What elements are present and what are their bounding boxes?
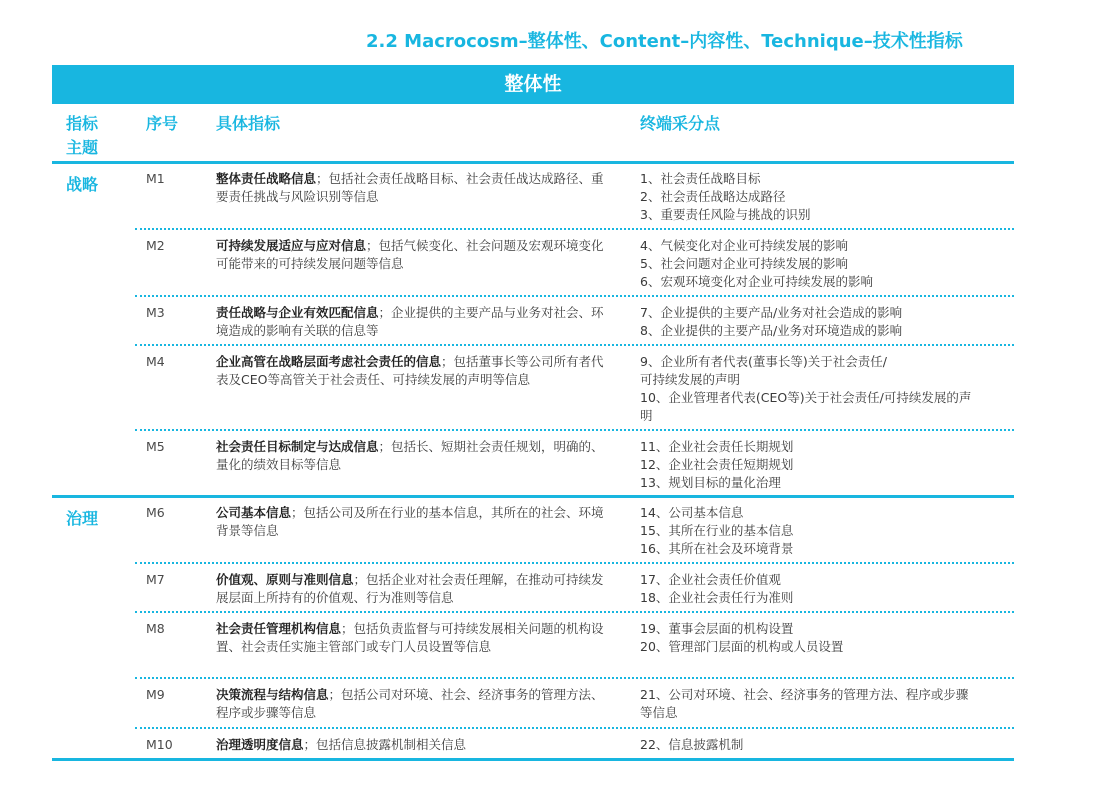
row-code: M9	[146, 687, 165, 702]
row-text: ；包括公司及所在行业的基本信息，其所在的社会、环境背景等信息	[216, 505, 604, 538]
row-code: M6	[146, 505, 165, 520]
point-item: 5、社会问题对企业可持续发展的影响	[640, 256, 848, 271]
row-text: ；企业提供的主要产品与业务对社会、环境造成的影响有关联的信息等	[216, 305, 604, 338]
row-points	[640, 620, 1018, 656]
row-divider	[135, 228, 1014, 230]
header-code: 序号	[146, 114, 179, 133]
point-item: 7、企业提供的主要产品/业务对社会造成的影响	[640, 305, 903, 320]
row-description	[216, 504, 606, 540]
row-text: ；包括气候变化、社会问题及宏观环境变化可能带来的可持续发展问题等信息	[216, 238, 604, 271]
point-item: 2、社会责任战略达成路径	[640, 189, 786, 204]
row-title: 公司基本信息	[216, 505, 292, 520]
row-title: 决策流程与结构信息	[216, 687, 329, 702]
point-item: 14、公司基本信息	[640, 505, 744, 520]
row-text: ；包括董事长等公司所有者代表及CEO等高管关于社会责任、可持续发展的声明等信息	[216, 354, 604, 387]
point-item: 9、企业所有者代表(董事长等)关于社会责任/	[640, 354, 887, 369]
point-item: 4、气候变化对企业可持续发展的影响	[640, 238, 848, 253]
header-points: 终端采分点	[640, 114, 721, 133]
row-title: 价值观、原则与准则信息	[216, 572, 354, 587]
row-description	[216, 686, 606, 722]
row-text: ；包括企业对社会责任理解，在推动可持续发展层面上所持有的价值观、行为准则等信息	[216, 572, 604, 605]
row-code: M5	[146, 439, 165, 454]
row-divider	[135, 677, 1014, 679]
point-item: 11、企业社会责任长期规划	[640, 439, 794, 454]
row-points	[640, 571, 1018, 607]
row-text: ；包括社会责任战略目标、社会责任战达成路径、重要责任挑战与风险识别等信息	[216, 171, 604, 204]
row-code: M7	[146, 572, 165, 587]
point-item: 19、董事会层面的机构设置	[640, 621, 794, 636]
row-divider	[135, 727, 1014, 729]
point-item: 16、其所在社会及环境背景	[640, 541, 794, 556]
row-text: ；包括负责监督与可持续发展相关问题的机构设置、社会责任实施主管部门或专门人员设置等信息	[216, 621, 604, 654]
row-description	[216, 620, 606, 656]
row-description	[216, 736, 606, 754]
point-item: 15、其所在行业的基本信息	[640, 523, 794, 538]
point-item: 12、企业社会责任短期规划	[640, 457, 794, 472]
theme-governance: 治理	[66, 509, 99, 528]
row-description	[216, 304, 606, 340]
point-item: 可持续发展的声明	[640, 372, 741, 387]
point-item: 21、公司对环境、社会、经济事务的管理方法、程序或步骤	[640, 687, 969, 702]
row-points	[640, 353, 1018, 425]
point-item: 10、企业管理者代表(CEO等)关于社会责任/可持续发展的声	[640, 390, 972, 405]
row-title: 整体责任战略信息	[216, 171, 317, 186]
row-code: M3	[146, 305, 165, 320]
row-code: M8	[146, 621, 165, 636]
header-theme-line1: 指标	[66, 114, 99, 133]
point-item: 20、管理部门层面的机构或人员设置	[640, 639, 844, 654]
table-bottom-border	[52, 758, 1014, 761]
row-title: 企业高管在战略层面考虑社会责任的信息	[216, 354, 442, 369]
row-title: 责任战略与企业有效匹配信息	[216, 305, 379, 320]
row-text: ；包括信息披露机制相关信息	[303, 737, 467, 752]
row-code: M10	[146, 737, 173, 752]
row-text: ；包括公司对环境、社会、经济事务的管理方法、程序或步骤等信息	[216, 687, 604, 720]
row-points	[640, 504, 1018, 558]
theme-divider	[52, 495, 1014, 498]
row-description	[216, 438, 606, 474]
row-code: M1	[146, 171, 165, 186]
row-points	[640, 438, 1018, 492]
row-divider	[135, 429, 1014, 431]
row-points	[640, 237, 1018, 291]
row-description	[216, 170, 606, 206]
row-divider	[135, 611, 1014, 613]
point-item: 6、宏观环境变化对企业可持续发展的影响	[640, 274, 873, 289]
row-title: 社会责任管理机构信息	[216, 621, 342, 636]
page-title: 2.2 Macrocosm–整体性、Content–内容性、Technique–技术性指标	[366, 31, 963, 52]
point-item: 22、信息披露机制	[640, 737, 744, 752]
row-description	[216, 353, 606, 389]
row-points	[640, 170, 1018, 224]
header-indicator: 具体指标	[216, 114, 281, 133]
point-item: 13、规划目标的量化治理	[640, 475, 781, 490]
point-item: 17、企业社会责任价值观	[640, 572, 781, 587]
row-divider	[135, 344, 1014, 346]
header-theme-line2: 主题	[66, 138, 99, 157]
row-description	[216, 571, 606, 607]
row-divider	[135, 295, 1014, 297]
row-points	[640, 736, 1018, 754]
point-item: 1、社会责任战略目标	[640, 171, 761, 186]
row-code: M2	[146, 238, 165, 253]
theme-strategy: 战略	[66, 175, 99, 194]
row-title: 治理透明度信息	[216, 737, 304, 752]
row-points	[640, 686, 1018, 722]
row-title: 可持续发展适应与应对信息	[216, 238, 367, 253]
row-points	[640, 304, 1018, 340]
point-item: 明	[640, 408, 653, 423]
section-banner: 整体性	[52, 65, 1014, 104]
header-divider	[52, 161, 1014, 164]
header-theme	[66, 112, 98, 160]
point-item: 3、重要责任风险与挑战的识别	[640, 207, 811, 222]
point-item: 18、企业社会责任行为准则	[640, 590, 794, 605]
row-text: ；包括长、短期社会责任规划，明确的、量化的绩效目标等信息	[216, 439, 604, 472]
row-title: 社会责任目标制定与达成信息	[216, 439, 379, 454]
point-item: 8、企业提供的主要产品/业务对环境造成的影响	[640, 323, 903, 338]
row-code: M4	[146, 354, 165, 369]
point-item: 等信息	[640, 705, 678, 720]
row-description	[216, 237, 606, 273]
row-divider	[135, 562, 1014, 564]
